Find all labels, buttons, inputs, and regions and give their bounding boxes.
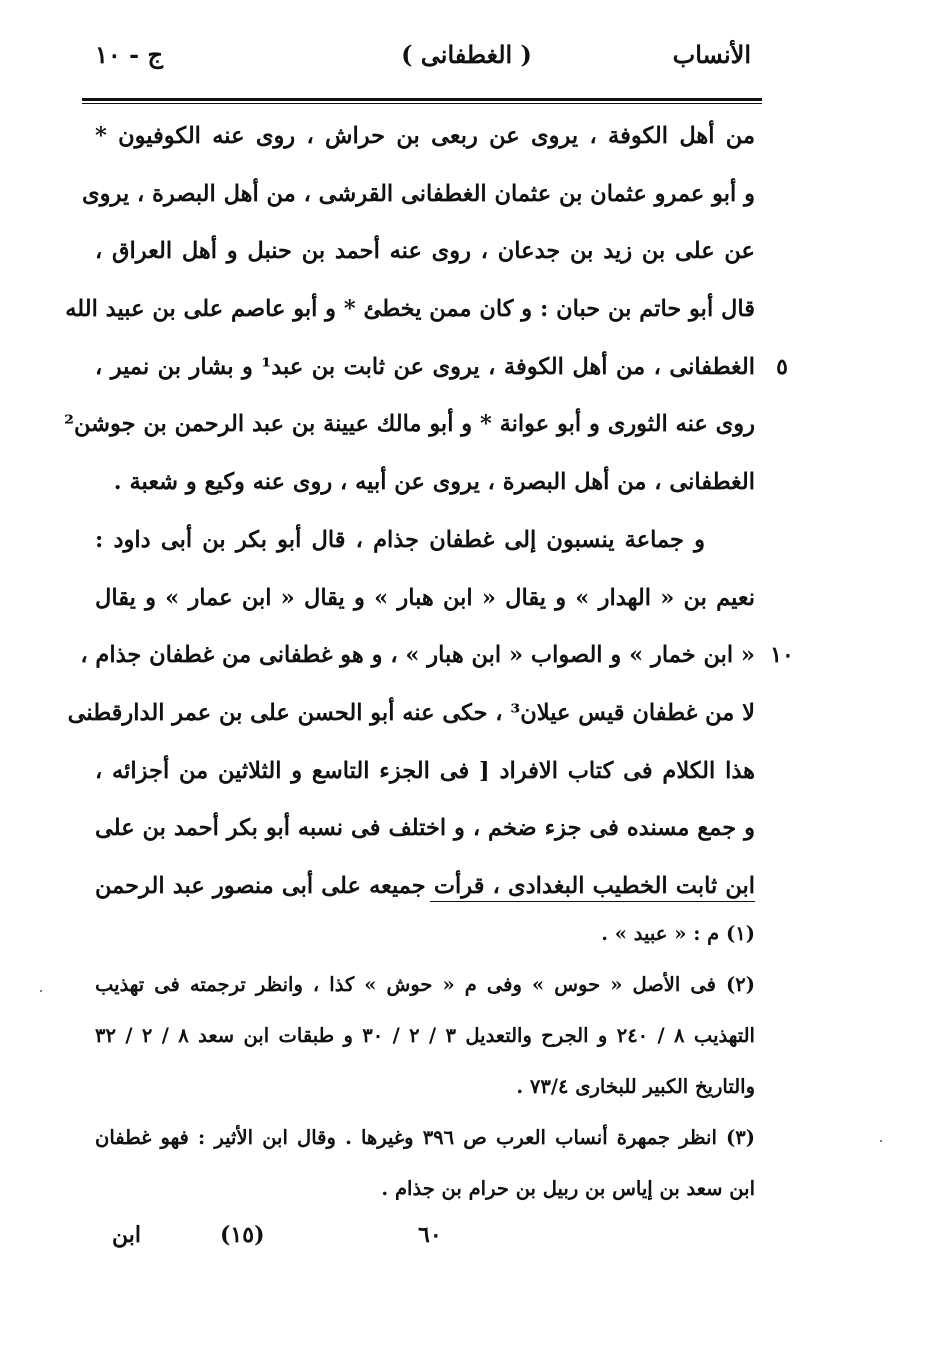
text-line-wrapper [95,339,788,397]
text-line: عن على بن زيد بن جدعان ، روى عنه أحمد بن حنبل و أهل العراق ، [95,238,755,265]
header-rule-thin [82,103,762,104]
page-number: ٦٠ [418,1222,442,1248]
book-title: الأنساب [672,40,751,69]
scan-speck [40,990,42,992]
header-rule [82,98,762,101]
volume-label: ج - ١٠ [95,40,163,69]
line-number-marker: ٥ [776,353,788,380]
text-line: الغطفانى ، من أهل البصرة ، يروى عن أبيه ، روى عنه وكيع و شعبة . [113,469,755,496]
text-line: لا من غطفان قيس عيلان³ ، حكى عنه أبو الحسن على بن عمر الدارقطنى [67,699,755,726]
text-line: من أهل الكوفة ، يروى عن ربعى بن حراش ، روى عنه الكوفيون * [95,123,755,149]
text-line: نعيم بن « الهدار » و يقال « ابن هبار » و يقال « ابن عمار » و يقال [95,584,755,611]
text-line: و جمع مسنده فى جزء ضخم ، و اختلف فى نسبه أبو بكر أحمد بن على [95,815,755,842]
footnote-line: (١) م : « عبيد » . [601,922,755,945]
text-line: الغطفانى ، من أهل الكوفة ، يروى عن ثابت بن عبد¹ و بشار بن نمير ، [95,353,755,380]
text-line-wrapper [80,627,794,685]
text-line: « ابن خمار » و الصواب « ابن هبار » ، و هو غطفانى من غطفان جذام ، [80,642,755,669]
signature-mark: (١٥) [220,1222,265,1248]
footnote-line: ابن سعد بن إياس بن ربيل بن حرام بن جذام . [381,1177,755,1200]
text-line: و أبو عمرو عثمان بن عثمان الغطفانى القرشى ، من أهل البصرة ، يروى [82,180,755,207]
main-text [64,108,794,916]
entry-title: ( الغطفانى ) [401,40,532,69]
footnote-line: (٢) فى الأصل « حوس » وفى م « حوش » كذا ، وانظر ترجمته فى تهذيب [95,973,755,996]
footnote-line: (٣) انظر جمهرة أنساب العرب ص ٣٩٦ وغيرها . وقال ابن الأثير : فهو غطفان [95,1126,755,1149]
scan-speck [880,1140,882,1142]
text-line: هذا الكلام فى كتاب الافراد [ فى الجزء التاسع و الثلاثين من أجزائه ، [95,757,755,784]
footnote-line: والتاريخ الكبير للبخارى ٧٣/٤ . [516,1075,755,1098]
footnote-rule [430,901,755,902]
footnotes [95,908,755,1214]
text-line: و جماعة ينسبون إلى غطفان جذام ، قال أبو بكر بن أبى داود : [95,526,705,553]
text-line: روى عنه الثورى و أبو عوانة * و أبو مالك عيينة بن عبد الرحمن بن جوشن² [64,411,755,438]
line-number-marker: ١٠ [770,642,794,669]
text-line: ابن ثابت الخطيب البغدادى ، قرأت جميعه على أبى منصور عبد الرحمن [95,872,755,899]
catchword: ابن [112,1222,141,1248]
footnote-line: التهذيب ٨ / ٢٤٠ و الجرح والتعديل ٣ / ٢ / ٣٠ و طبقات ابن سعد ٨ / ٢ / ٣٢ [95,1024,755,1047]
text-line: قال أبو حاتم بن حبان : و كان ممن يخطئ * و أبو عاصم على بن عبيد الله [65,296,755,323]
